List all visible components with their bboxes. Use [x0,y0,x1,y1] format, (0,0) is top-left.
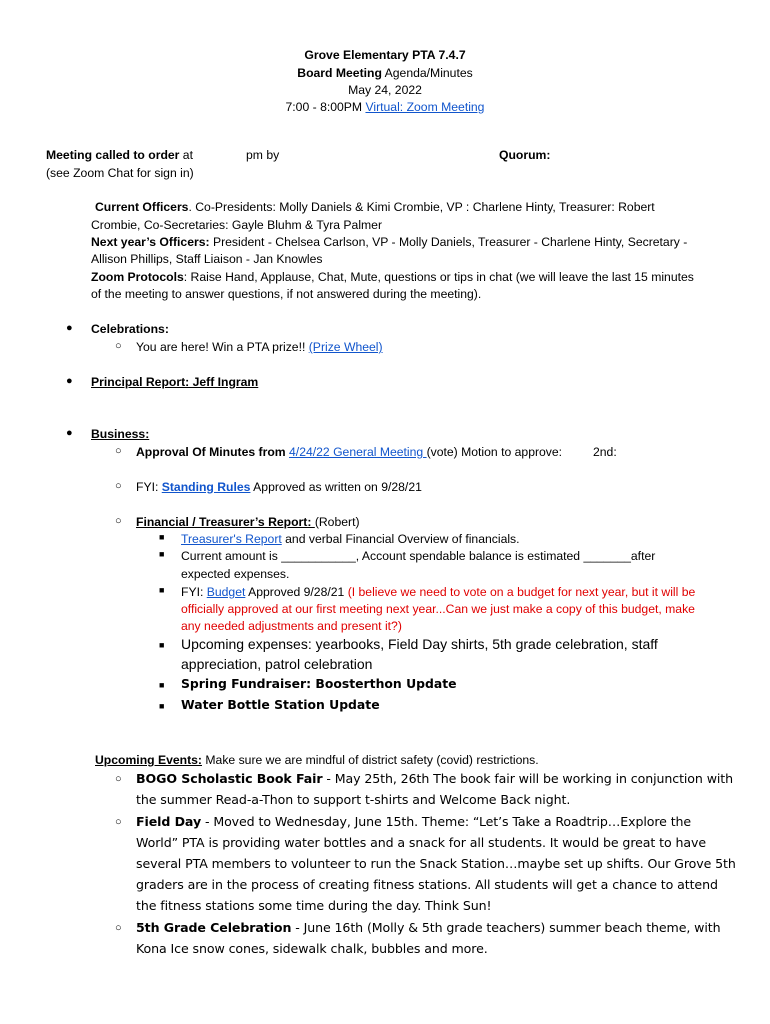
bullet-circle-icon: ○ [115,340,122,352]
zoom-meeting-link[interactable]: Virtual: Zoom Meeting [365,100,485,114]
fifth-grade-celebration: 5th Grade Celebration - June 16th (Molly & 5th grade teachers) summer beach theme, with [136,920,721,935]
bullet-circle-icon: ○ [115,773,122,785]
bullet-square-icon: ■ [159,585,165,595]
water-bottle-station: Water Bottle Station Update [181,697,380,712]
principal-report-heading: Principal Report: Jeff Ingram [91,375,259,389]
business-heading: Business: [91,427,150,441]
celebrations-heading: Celebrations: [91,322,169,336]
budget-line: FYI: Budget Approved 9/28/21 (I believe we need to vote on a budget for next year, but it will be [181,585,696,599]
treasurer-report-line: Treasurer's Report and verbal Financial Overview of financials. [181,532,520,546]
meeting-date: May 24, 2022 [348,83,422,97]
upcoming-expenses-cont: appreciation, patrol celebration [181,656,373,672]
bullet-square-icon: ■ [159,680,165,690]
bullet-circle-icon: ○ [115,445,122,457]
standing-rules-link[interactable]: Standing Rules [161,480,251,494]
current-officers: Current Officers. Co-Presidents: Molly Daniels & Kimi Crombie, VP : Charlene Hinty, Treasurer: Robert [95,200,655,214]
bullet-square-icon: ■ [159,640,165,650]
bogo-book-fair-cont: the summer Read-a-Thon to support t-shirts and Welcome Back night. [136,792,571,807]
meeting-time: 7:00 - 8:00PM Virtual: Zoom Meeting [285,100,485,114]
field-day-cont2: several PTA members to volunteer to run the Snack Station…maybe set up shifts. Our Grove 5th [136,856,736,871]
prize-wheel-link[interactable]: (Prize Wheel) [308,340,383,354]
fifth-grade-celebration-cont: Kona Ice snow cones, sidewalk chalk, bubbles and more. [136,941,488,956]
treasurer-report-link[interactable]: Treasurer's Report [181,532,282,546]
bullet-square-icon: ■ [159,701,165,711]
standing-rules-line: FYI: Standing Rules Approved as written on 9/28/21 [136,480,422,494]
quorum-label: Quorum: [499,148,551,162]
pm-by-label: pm by [246,148,280,162]
upcoming-expenses: Upcoming expenses: yearbooks, Field Day shirts, 5th grade celebration, staff [181,636,658,652]
current-amount-line: Current amount is ___________, Account spendable balance is estimated _______after [181,549,656,563]
signin-note: (see Zoom Chat for sign in) [46,166,194,180]
current-amount-cont: expected expenses. [181,567,290,581]
field-day: Field Day - Moved to Wednesday, June 15th. Theme: “Let’s Take a Roadtrip…Explore the [136,814,692,829]
second-label: 2nd: [593,445,617,459]
approval-minutes: Approval Of Minutes from 4/24/22 General Meeting (vote) Motion to approve: [136,445,563,459]
field-day-cont1: World” PTA is providing water bottles and a snack for all students. It would be great to have [136,835,706,850]
spring-fundraiser: Spring Fundraiser: Boosterthon Update [181,676,457,691]
bullet-circle-icon: ○ [115,922,122,934]
budget-note-cont: officially approved at our first meeting next year...Can we just make a copy of this budget, make [181,602,695,616]
bogo-book-fair: BOGO Scholastic Book Fair - May 25th, 26th The book fair will be working in conjunction with [136,771,734,786]
next-year-officers: Next year’s Officers: President - Chelsea Carlson, VP - Molly Daniels, Treasurer - Charlene Hinty, Secretary - [91,235,688,249]
bullet-disc-icon: ● [66,322,73,334]
bullet-square-icon: ■ [159,549,165,559]
general-meeting-link[interactable]: 4/24/22 General Meeting [289,445,427,459]
budget-link[interactable]: Budget [206,585,246,599]
field-day-cont3: graders are in the process of creating fitness stations. All students will get a chance to attend [136,877,718,892]
zoom-protocols-cont: of the meeting to answer questions, if not answered during the meeting). [91,287,482,301]
next-year-officers-cont: Allison Phillips, Staff Liaison - Jan Knowles [91,252,323,266]
celebrations-item: You are here! Win a PTA prize!! (Prize Wheel) [136,340,383,354]
bullet-circle-icon: ○ [115,515,122,527]
upcoming-events-heading: Upcoming Events: Make sure we are mindful of district safety (covid) restrictions. [95,753,539,767]
financial-report-heading: Financial / Treasurer’s Report: (Robert) [136,515,360,529]
zoom-protocols: Zoom Protocols: Raise Hand, Applause, Chat, Mute, questions or tips in chat (we will leave the last 15 minutes [91,270,694,284]
bullet-square-icon: ■ [159,532,165,542]
budget-note-cont2: any needed adjustments and present it?) [181,619,402,633]
bullet-disc-icon: ● [66,427,73,439]
meeting-called-label: Meeting called to order at [46,148,193,162]
field-day-cont4: the fitness stations some time during the day. Think Sun! [136,898,492,913]
bullet-disc-icon: ● [66,375,73,387]
bullet-circle-icon: ○ [115,816,122,828]
doc-title: Grove Elementary PTA 7.4.7 [304,48,466,62]
doc-subtitle: Board Meeting Agenda/Minutes [297,66,473,80]
bullet-circle-icon: ○ [115,480,122,492]
current-officers-cont: Crombie, Co-Secretaries: Gayle Bluhm & Tyra Palmer [91,218,383,232]
